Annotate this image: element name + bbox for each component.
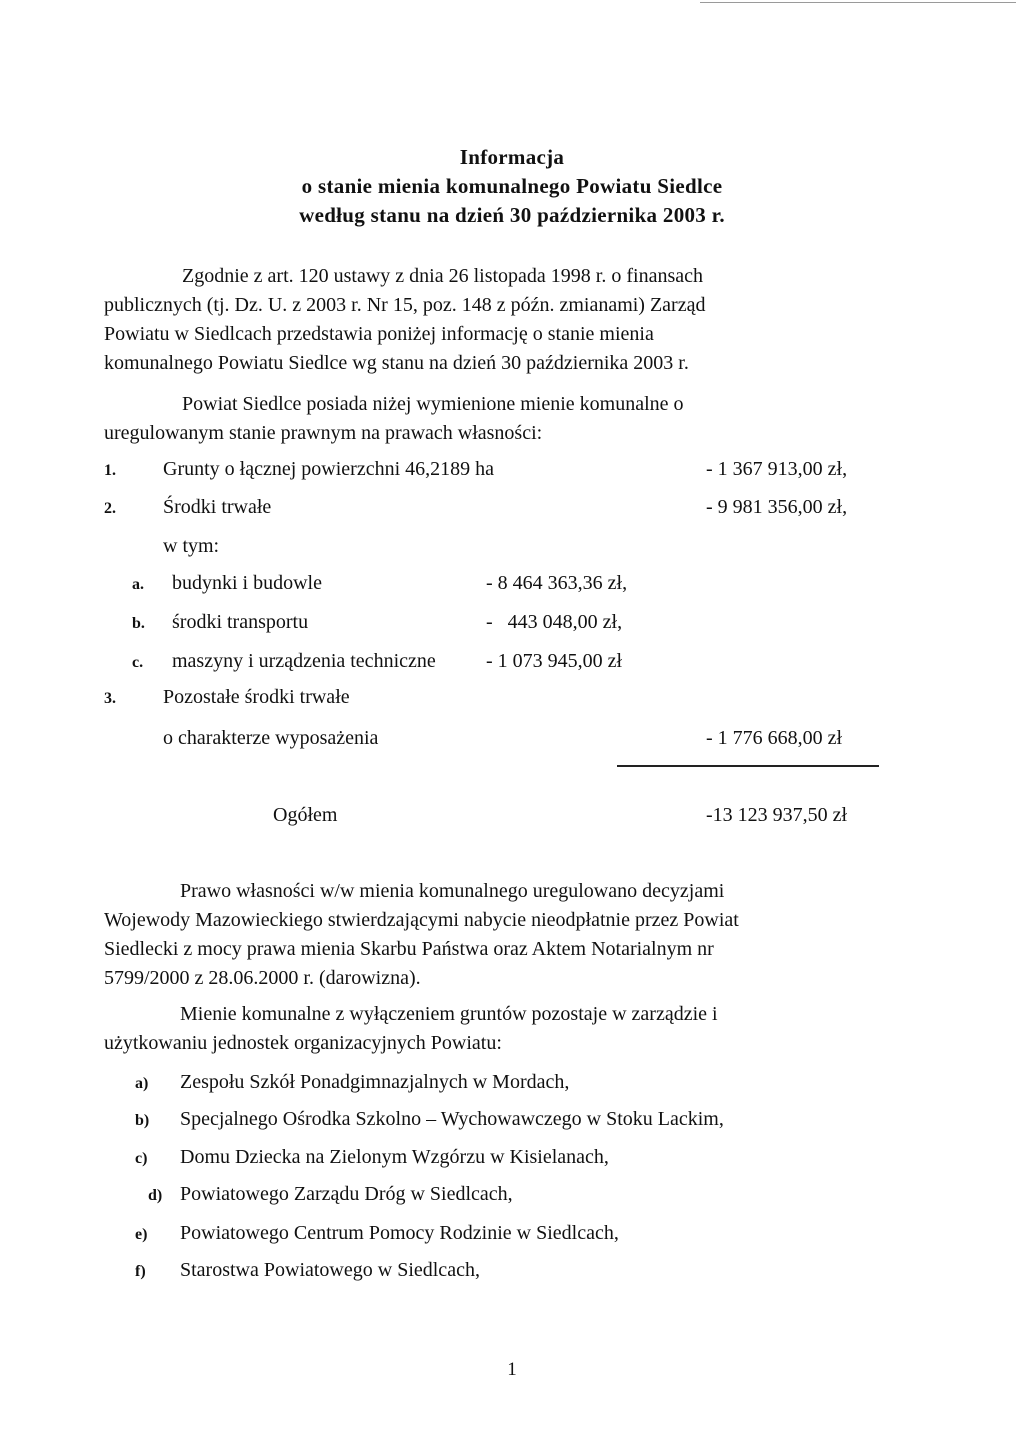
management-line: użytkowaniu jednostek organizacyjnych Powiatu: xyxy=(104,1032,502,1054)
unit-letter: d) xyxy=(148,1187,163,1204)
subitem-letter: c. xyxy=(132,654,144,671)
unit-letter: e) xyxy=(135,1226,148,1243)
document-title: Informacja xyxy=(459,145,565,169)
item-label-other-assets-cont: o charakterze wyposażenia xyxy=(163,727,379,749)
unit-item: Powiatowego Centrum Pomocy Rodzinie w Siedlcach, xyxy=(180,1222,619,1244)
intro-line: publicznych (tj. Dz. U. z 2003 r. Nr 15, poz. 148 z późn. zmianami) Zarząd xyxy=(104,294,706,316)
subitem-amount-transport: - 443 048,00 zł, xyxy=(486,611,623,633)
rights-line: Prawo własności w/w mienia komunalnego uregulowano decyzjami xyxy=(180,880,725,902)
including-label: w tym: xyxy=(163,535,220,557)
item-label-fixed-assets: Środki trwałe xyxy=(163,496,272,518)
intro-line: komunalnego Powiatu Siedlce wg stanu na dzień 30 października 2003 r. xyxy=(104,352,689,374)
total-label: Ogółem xyxy=(273,804,338,826)
intro-line: Powiatu w Siedlcach przedstawia poniżej informację o stanie mienia xyxy=(104,323,654,345)
rights-line: 5799/2000 z 28.06.2000 r. (darowizna). xyxy=(104,967,421,989)
unit-item: Starostwa Powiatowego w Siedlcach, xyxy=(180,1259,480,1281)
sum-rule xyxy=(617,765,879,767)
document-subtitle: o stanie mienia komunalnego Powiatu Siedlce xyxy=(301,174,723,198)
unit-item: Powiatowego Zarządu Dróg w Siedlcach, xyxy=(180,1183,513,1205)
item-number: 2. xyxy=(104,500,116,517)
subitem-amount-machinery: - 1 073 945,00 zł xyxy=(486,650,623,672)
subitem-letter: a. xyxy=(132,576,144,593)
item-label-other-assets: Pozostałe środki trwałe xyxy=(163,686,350,708)
unit-letter: c) xyxy=(135,1150,148,1167)
unit-letter: a) xyxy=(135,1075,149,1092)
subitem-letter: b. xyxy=(132,615,145,632)
ownership-line: uregulowanym stanie prawnym na prawach własności: xyxy=(104,422,543,444)
item-label-land: Grunty o łącznej powierzchni 46,2189 ha xyxy=(163,458,495,480)
management-line: Mienie komunalne z wyłączeniem gruntów pozostaje w zarządzie i xyxy=(180,1003,718,1025)
subitem-amount-buildings: - 8 464 363,36 zł, xyxy=(486,572,628,594)
unit-letter: f) xyxy=(135,1263,146,1280)
document-date-line: według stanu na dzień 30 października 2003 r. xyxy=(299,203,725,227)
unit-item: Domu Dziecka na Zielonym Wzgórzu w Kisielanach, xyxy=(180,1146,609,1168)
unit-item: Zespołu Szkół Ponadgimnazjalnych w Mordach, xyxy=(180,1071,570,1093)
subitem-label-buildings: budynki i budowle xyxy=(172,572,322,594)
page-number: 1 xyxy=(507,1359,517,1380)
item-amount-fixed-assets: - 9 981 356,00 zł, xyxy=(706,496,848,518)
unit-item: Specjalnego Ośrodka Szkolno – Wychowawczego w Stoku Lackim, xyxy=(180,1108,724,1130)
total-amount: -13 123 937,50 zł xyxy=(706,804,848,826)
item-number: 1. xyxy=(104,462,116,479)
item-number: 3. xyxy=(104,690,116,707)
rights-line: Siedlecki z mocy prawa mienia Skarbu Państwa oraz Aktem Notarialnym nr xyxy=(104,938,714,960)
subitem-label-transport: środki transportu xyxy=(172,611,309,633)
intro-line: Zgodnie z art. 120 ustawy z dnia 26 listopada 1998 r. o finansach xyxy=(182,265,703,287)
subitem-label-machinery: maszyny i urządzenia techniczne xyxy=(172,650,436,672)
ownership-line: Powiat Siedlce posiada niżej wymienione mienie komunalne o xyxy=(182,393,684,415)
item-amount-land: - 1 367 913,00 zł, xyxy=(706,458,848,480)
scan-edge-line xyxy=(700,2,1016,3)
item-amount-other-assets: - 1 776 668,00 zł xyxy=(706,727,843,749)
rights-line: Wojewody Mazowieckiego stwierdzającymi nabycie nieodpłatnie przez Powiat xyxy=(104,909,739,931)
unit-letter: b) xyxy=(135,1112,150,1129)
